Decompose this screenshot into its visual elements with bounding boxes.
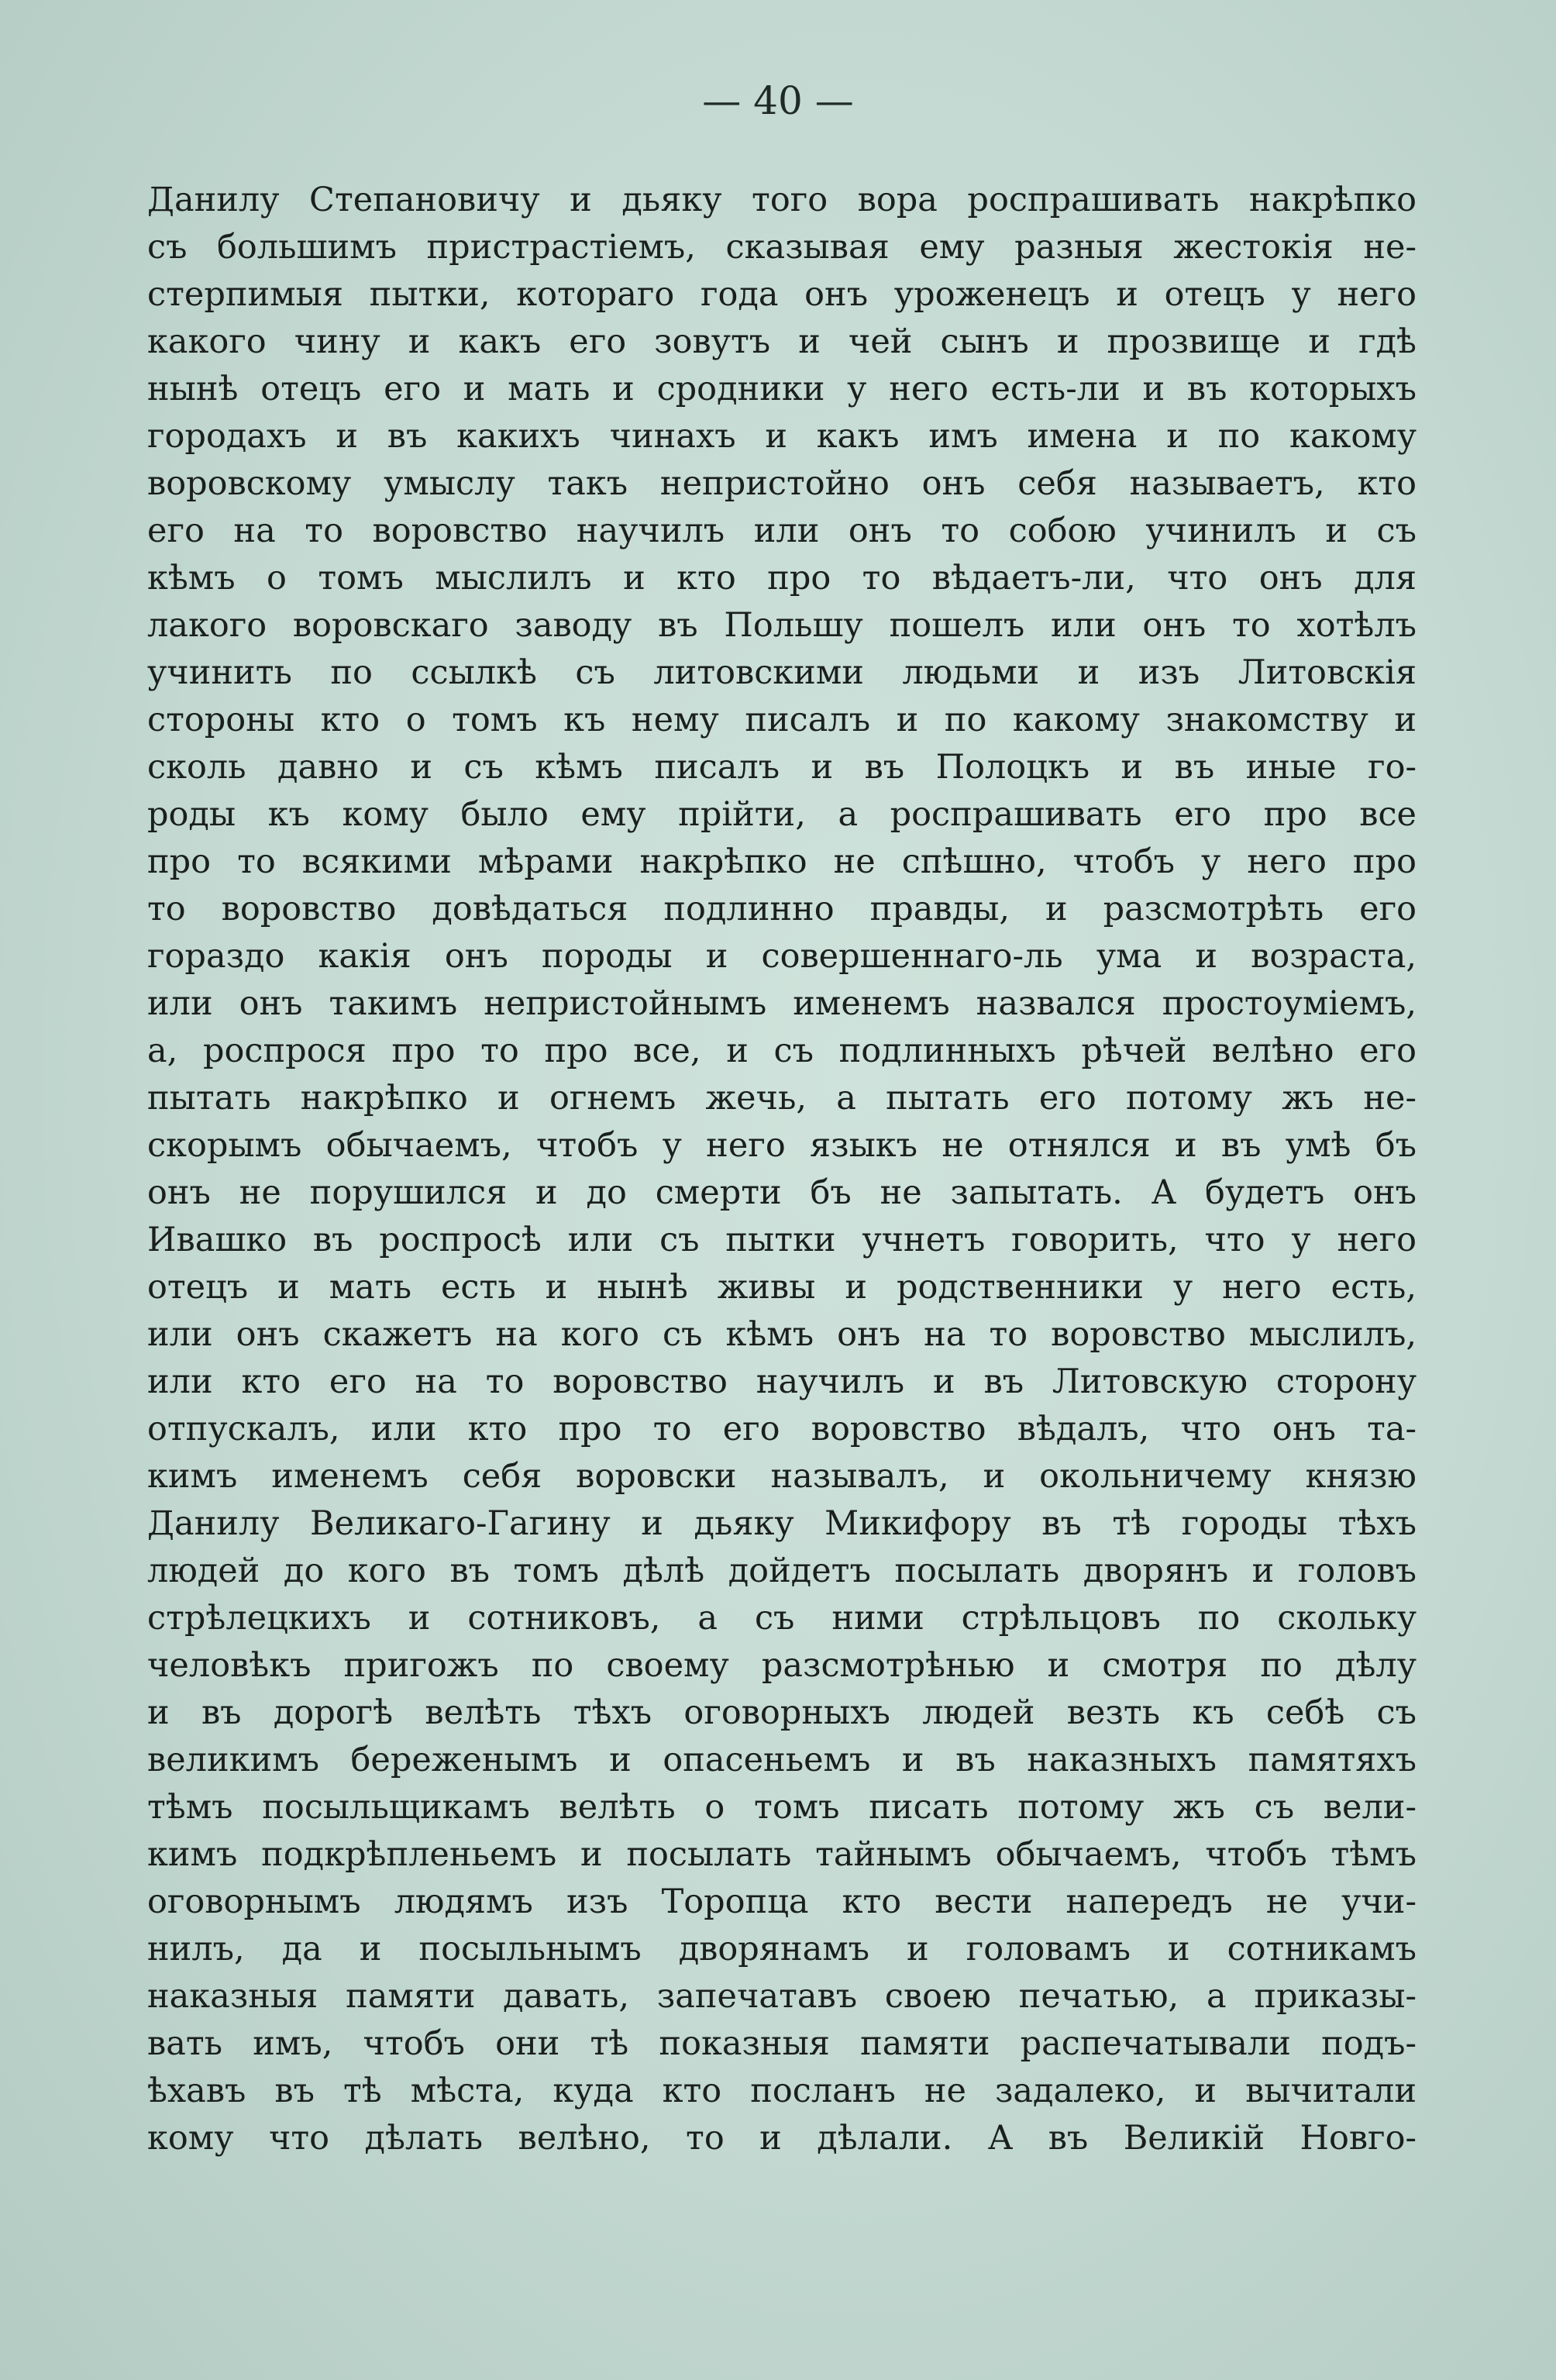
text-line: нынѣ отецъ его и мать и сродники у него есть-ли и въ которыхъ [147, 370, 1417, 408]
text-line: людей до кого въ томъ дѣлѣ дойдетъ посылать дворянъ и головъ [147, 1552, 1417, 1590]
text-line: человѣкъ пригожъ по своему разсмотрѣнью и смотря по дѣлу [147, 1646, 1417, 1685]
text-line: Данилу Степановичу и дьяку того вора роспрашивать накрѣпко [147, 181, 1417, 219]
text-line: стороны кто о томъ къ нему писалъ и по какому знакомству и [147, 701, 1417, 739]
text-line: великимъ береженымъ и опасеньемъ и въ наказныхъ памятяхъ [147, 1741, 1417, 1779]
text-line: нилъ, да и посыльнымъ дворянамъ и головамъ и сотникамъ [147, 1930, 1417, 1968]
text-line: лакого воровскаго заводу въ Польшу пошелъ или онъ то хотѣлъ [147, 606, 1417, 645]
text-line: гораздо какія онъ породы и совершеннаго-ль ума и возраста, [147, 937, 1417, 976]
text-line: кѣмъ о томъ мыслилъ и кто про то вѣдаетъ-ли, что онъ для [147, 559, 1417, 598]
text-line: городахъ и въ какихъ чинахъ и какъ имъ имена и по какому [147, 417, 1417, 456]
text-line: ѣхавъ въ тѣ мѣста, куда кто посланъ не задалеко, и вычитали [147, 2072, 1417, 2110]
text-line: или онъ такимъ непристойнымъ именемъ назвался простоуміемъ, [147, 984, 1417, 1023]
text-line: про то всякими мѣрами накрѣпко не спѣшно, чтобъ у него про [147, 842, 1417, 881]
text-line: пытать накрѣпко и огнемъ жечь, а пытать его потому жъ не- [147, 1079, 1417, 1118]
text-line: воровскому умыслу такъ непристойно онъ себя называетъ, кто [147, 464, 1417, 503]
page-number: — 40 — [702, 78, 854, 123]
text-line: Данилу Великаго-Гагину и дьяку Микифору въ тѣ городы тѣхъ [147, 1504, 1417, 1543]
text-line: роды къ кому было ему прійти, а роспрашивать его про все [147, 795, 1417, 834]
text-line: отпускалъ, или кто про то его воровство вѣдалъ, что онъ та- [147, 1410, 1417, 1448]
text-line: оговорнымъ людямъ изъ Торопца кто вести напередъ не учи- [147, 1882, 1417, 1921]
text-line: кимъ подкрѣпленьемъ и посылать тайнымъ обычаемъ, чтобъ тѣмъ [147, 1835, 1417, 1874]
text-line: съ большимъ пристрастіемъ, сказывая ему разныя жестокія не- [147, 228, 1417, 267]
text-line: стрѣлецкихъ и сотниковъ, а съ ними стрѣльцовъ по скольку [147, 1599, 1417, 1638]
text-line: скорымъ обычаемъ, чтобъ у него языкъ не отнялся и въ умѣ бъ [147, 1126, 1417, 1165]
text-line: тѣмъ посыльщикамъ велѣть о томъ писать потому жъ съ вели- [147, 1788, 1417, 1827]
text-line: или онъ скажетъ на кого съ кѣмъ онъ на то воровство мыслилъ, [147, 1315, 1417, 1354]
text-line: наказныя памяти давать, запечатавъ своею печатью, а приказы- [147, 1977, 1417, 2016]
text-line: или кто его на то воровство научилъ и въ Литовскую сторону [147, 1362, 1417, 1401]
text-line: сколь давно и съ кѣмъ писалъ и въ Полоцкъ и въ иные го- [147, 748, 1417, 787]
text-line: Ивашко въ роспросѣ или съ пытки учнетъ говорить, что у него [147, 1221, 1417, 1259]
text-line: кому что дѣлать велѣно, то и дѣлали. А въ Великій Новго- [147, 2119, 1417, 2158]
text-line: его на то воровство научилъ или онъ то собою учинилъ и съ [147, 511, 1417, 550]
text-line: вать имъ, чтобъ они тѣ показныя памяти распечатывали подъ- [147, 2024, 1417, 2063]
text-line: отецъ и мать есть и нынѣ живы и родственники у него есть, [147, 1268, 1417, 1307]
text-line: то воровство довѣдаться подлинно правды, и разсмотрѣть его [147, 890, 1417, 928]
text-line: и въ дорогѣ велѣть тѣхъ оговорныхъ людей везть къ себѣ съ [147, 1693, 1417, 1732]
text-line: а, роспрося про то про все, и съ подлинныхъ рѣчей велѣно его [147, 1032, 1417, 1070]
text-line: стерпимыя пытки, котораго года онъ уроженецъ и отецъ у него [147, 275, 1417, 314]
text-line: какого чину и какъ его зовутъ и чей сынъ и прозвище и гдѣ [147, 322, 1417, 361]
body-text [147, 177, 1417, 2162]
text-line: онъ не порушился и до смерти бъ не запытать. А будетъ онъ [147, 1173, 1417, 1212]
text-line: учинить по ссылкѣ съ литовскими людьми и изъ Литовскія [147, 653, 1417, 692]
text-line: кимъ именемъ себя воровски называлъ, и окольничему князю [147, 1457, 1417, 1496]
